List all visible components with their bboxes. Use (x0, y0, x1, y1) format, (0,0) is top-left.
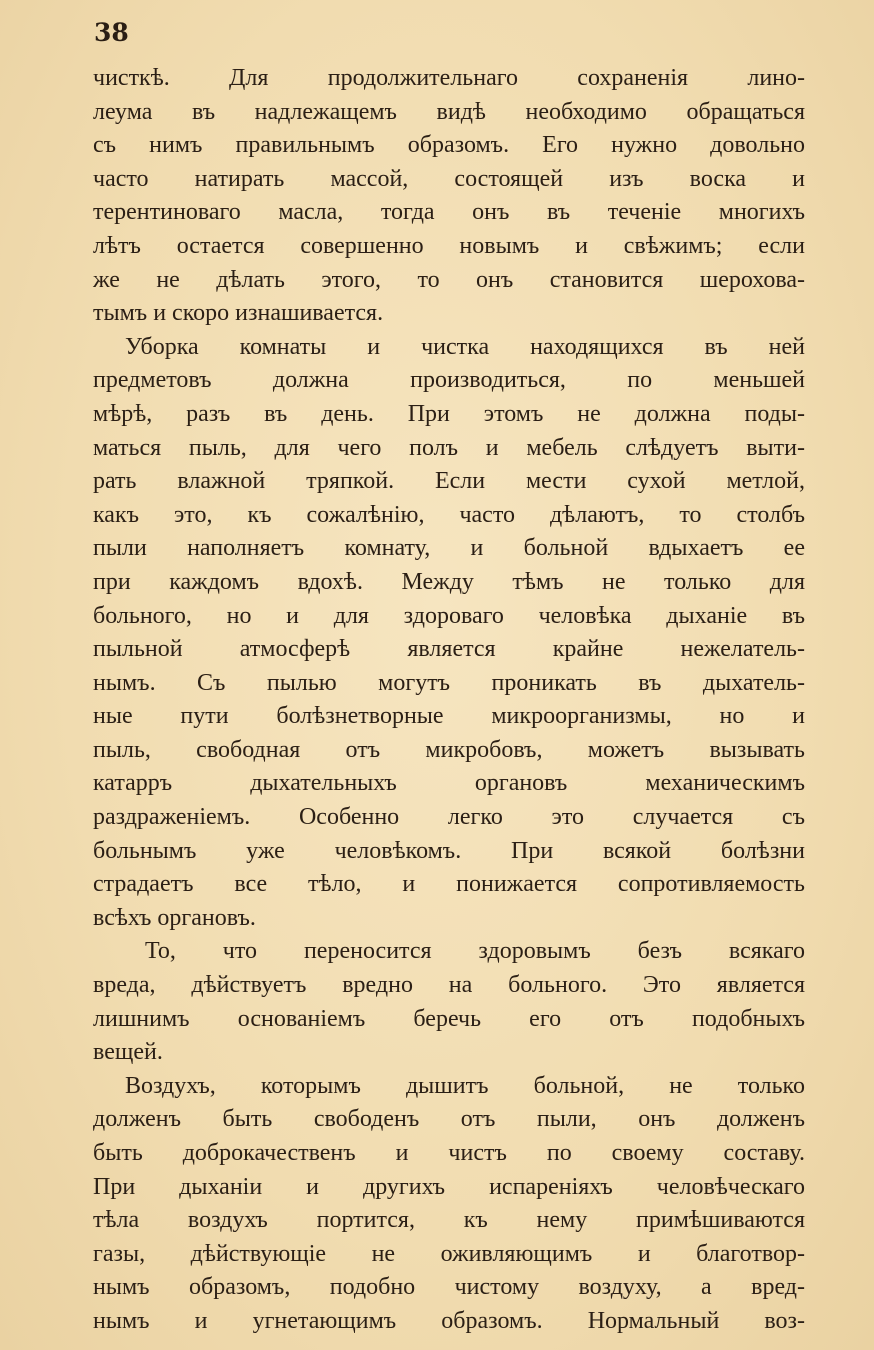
text-line: леума въ надлежащемъ видѣ необходимо обращаться (93, 98, 805, 125)
text-line: нымъ и угнетающимъ образомъ. Нормальный воз- (93, 1307, 805, 1334)
text-line: пыль, свободная отъ микробовъ, можетъ вызывать (93, 736, 805, 763)
text-line: терентиноваго масла, тогда онъ въ теченіе многихъ (93, 199, 805, 226)
text-line: рать влажной тряпкой. Если мести сухой метлой, (93, 468, 805, 495)
text-line: маться пыль, для чего полъ и мебель слѣдуетъ выти- (93, 434, 805, 461)
text-line: лѣтъ остается совершенно новымъ и свѣжимъ; если (93, 232, 805, 259)
text-line: нымъ. Съ пылью могутъ проникать въ дыхатель- (93, 669, 805, 696)
text-line: быть доброкачественъ и чистъ по своему составу. (93, 1140, 805, 1166)
text-line: тымъ и скоро изнашивается. (93, 300, 384, 327)
text-line: катарръ дыхательныхъ органовъ механическимъ (93, 770, 805, 797)
text-line: больного, но и для здороваго человѣка дыханіе въ (93, 602, 805, 629)
paragraph-first-line: Уборка комнаты и чистка находящихся въ ней (125, 333, 805, 360)
paragraph-first-line: То, что переносится здоровымъ безъ всякаго (145, 938, 805, 965)
text-line: вещей. (93, 1039, 163, 1066)
text-line: съ нимъ правильнымъ образомъ. Его нужно довольно (93, 132, 805, 159)
text-line: больнымъ уже человѣкомъ. При всякой болѣзни (93, 837, 805, 864)
text-line: нымъ образомъ, подобно чистому воздуху, а вред- (93, 1274, 805, 1301)
text-line: ные пути болѣзнетворные микроорганизмы, но и (93, 703, 805, 730)
text-line: При дыханіи и другихъ испареніяхъ человѣческаго (93, 1173, 805, 1200)
text-line: газы, дѣйствующіе не оживляющимъ и благотвор- (93, 1240, 805, 1267)
text-line: страдаетъ все тѣло, и понижается сопротивляемость (93, 871, 805, 898)
text-line: при каждомъ вдохѣ. Между тѣмъ не только для (93, 568, 805, 595)
text-line: предметовъ должна производиться, по меньшей (93, 367, 805, 394)
page-text (93, 62, 805, 1339)
paragraph-first-line: Воздухъ, которымъ дышитъ больной, не только (125, 1072, 805, 1099)
text-line: лишнимъ основаніемъ беречь его отъ подобныхъ (93, 1005, 805, 1032)
text-line: какъ это, къ сожалѣнію, часто дѣлаютъ, то столбъ (93, 501, 805, 528)
page-number: 38 (94, 18, 129, 47)
text-line: долженъ быть свободенъ отъ пыли, онъ долженъ (93, 1106, 805, 1133)
text-line: чисткѣ. Для продолжительнаго сохраненія лино- (93, 65, 805, 91)
text-line: пыли наполняетъ комнату, и больной вдыхаетъ ее (93, 535, 805, 562)
text-line: пыльной атмосферѣ является крайне нежелатель- (93, 636, 805, 663)
text-line: раздраженіемъ. Особенно легко это случается съ (93, 804, 805, 831)
text-line: же не дѣлать этого, то онъ становится шерохова- (93, 266, 805, 293)
text-line: вреда, дѣйствуетъ вредно на больного. Это является (93, 972, 805, 999)
text-line: часто натирать массой, состоящей изъ воска и (93, 165, 805, 192)
text-line: тѣла воздухъ портится, къ нему примѣшиваются (93, 1207, 805, 1234)
text-line: всѣхъ органовъ. (93, 904, 256, 931)
text-line: мѣрѣ, разъ въ день. При этомъ не должна поды- (93, 400, 805, 427)
